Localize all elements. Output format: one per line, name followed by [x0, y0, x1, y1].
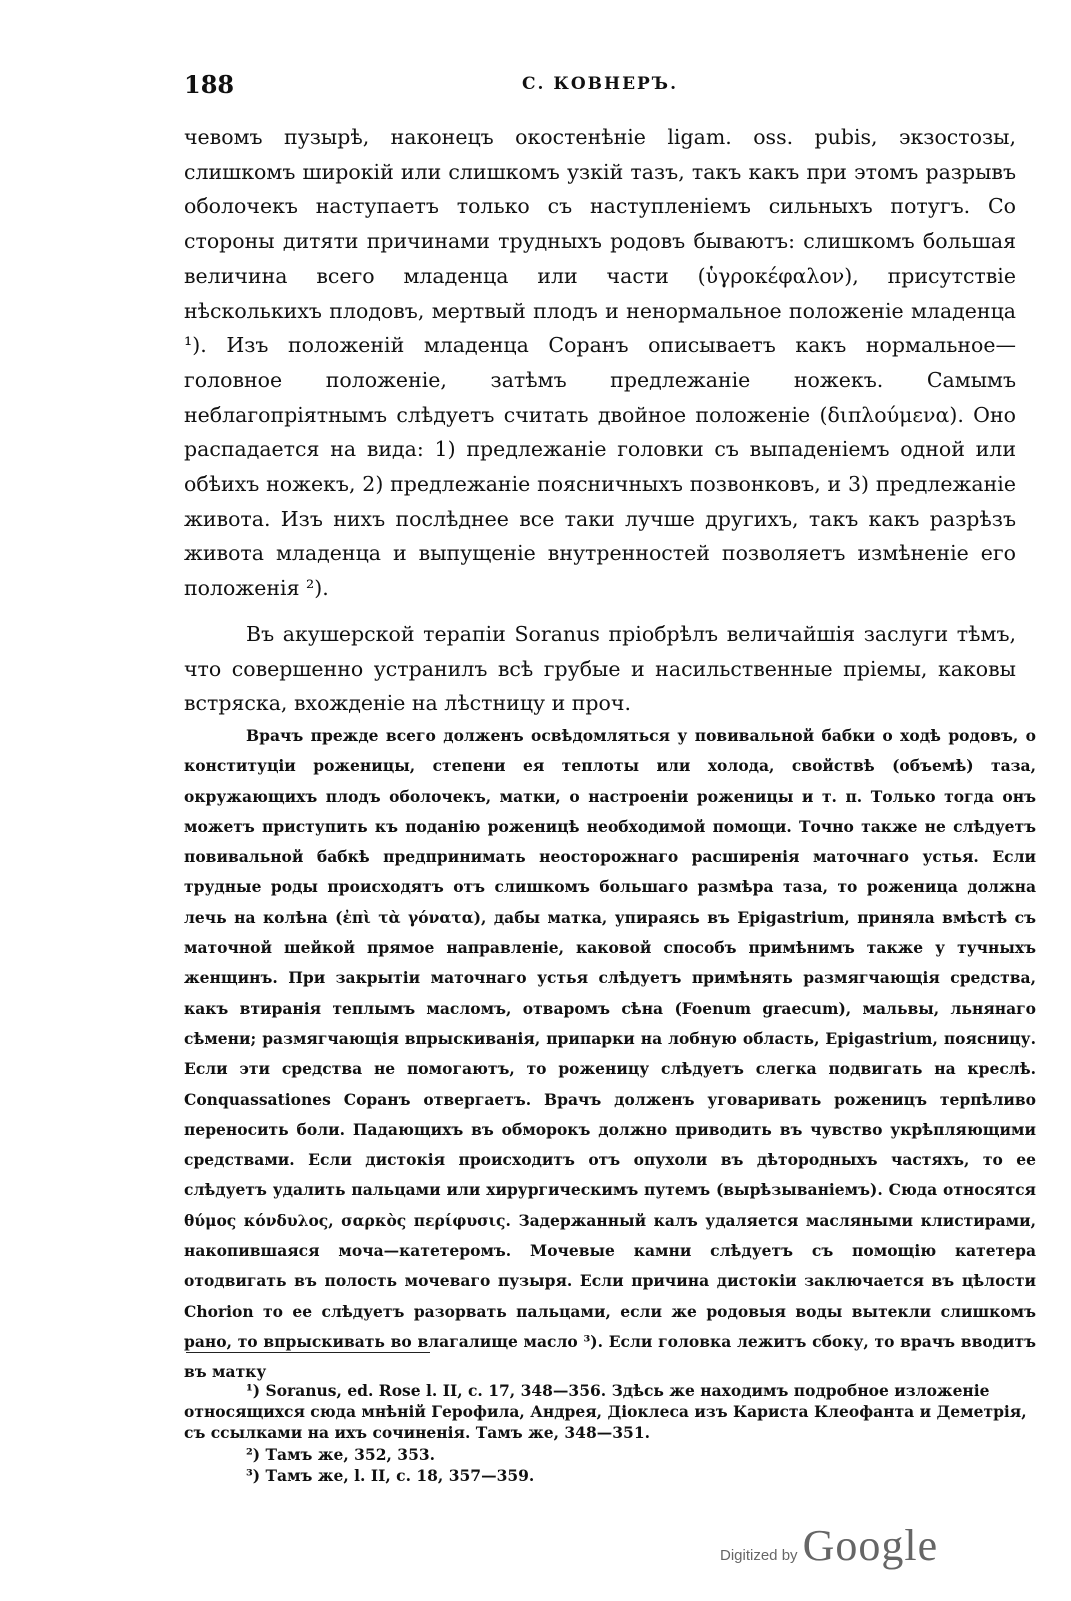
page-number: 188 — [184, 70, 235, 99]
page-header — [184, 70, 1016, 110]
footnote-1: ¹) Soranus, ed. Rose l. II, c. 17, 348—356. Здѣсь же находимъ подробное изложеніе относящихся сюда мнѣній Герофила, Андрея, Діоклеса изъ Кариста Клеофанта и Деметрія, съ ссылками на ихъ сочиненія. Тамъ же, 348—351. — [184, 1381, 1027, 1443]
footnote-rule — [186, 1352, 430, 1353]
running-head: С. КОВНЕРЪ. — [522, 74, 678, 94]
google-logo: Google — [802, 1521, 939, 1570]
footnote-2: ²) Тамъ же, 352, 353. — [246, 1444, 436, 1464]
footnotes — [184, 1380, 1036, 1486]
paragraph-small-print: Врачъ прежде всего долженъ освѣдомляться у повивальной бабки о ходѣ родовъ, о конституціи роженицы, степени ея теплоты или холода, свойствѣ (объемѣ) таза, окружающихъ плодъ оболочекъ, матки, о настроеніи роженицы и т. п. Только тогда онъ можетъ приступить къ поданію роженицѣ необходимой помощи. Точно также не слѣдуетъ повивальной бабкѣ предпринимать неосторожнаго расширенія маточнаго устья. Если трудные роды происходятъ отъ слишкомъ большаго размѣра таза, то роженица должна лечь на колѣна (ἐπὶ τὰ γόνατα), дабы матка, упираясь въ Epigastrium, приняла вмѣстѣ съ маточной шейкой прямое направленіе, каковой способъ примѣнимъ также у тучныхъ женщинъ. При закрытіи маточнаго устья слѣдуетъ примѣнять размягчающія средства, какъ втиранія теплымъ масломъ, отваромъ сѣна (Foenum graecum), мальвы, льнянаго сѣмени; размягчающія впрыскиванія, припарки на лобную область, Epigastrium, поясницу. Если эти средства не помогаютъ, то роженицу слѣдуетъ слегка подвигать на креслѣ. Conquassationes Соранъ отвергаетъ. Врачъ долженъ уговаривать роженицъ терпѣливо переносить боли. Падающихъ въ обморокъ должно приводить въ чувство укрѣпляющими средствами. Если дистокія происходитъ отъ опухоли въ дѣтородныхъ частяхъ, то ее слѣдуетъ удалить пальцами или хирургическимъ путемъ (вырѣзываніемъ). Сюда относятся θύμος κόνδυλος, σαρκὸς περίφυσις. Задержанный калъ удаляется масляными клистирами, накопившаяся моча—катетеромъ. Мочевые камни слѣдуетъ съ помощію катетера отодвигать въ полость мочеваго пузыря. Если причина дистокіи заключается въ цѣлости Chorion то ее слѣдуетъ разорвать пальцами, если же родовыя воды вытекли слишкомъ рано, то впрыскивать во влагалище масло ³). Если головка лежитъ сбоку, то врачъ вводитъ въ матку — [184, 726, 1036, 1382]
paragraph-main-2: Въ акушерской терапіи Soranus пріобрѣлъ величайшія заслуги тѣмъ, что совершенно устранилъ всѣ грубые и насильственные пріемы, каковы встряска, вхожденіе на лѣстницу и проч. — [184, 622, 1016, 716]
footnote-3: ³) Тамъ же, l. II, c. 18, 357—359. — [246, 1465, 535, 1485]
paragraph-main-1: чевомъ пузырѣ, наконецъ окостенѣніе ligam. oss. pubis, экзостозы, слишкомъ широкій или слишкомъ узкій тазъ, такъ какъ при этомъ разрывъ оболочекъ наступаетъ только съ наступленіемъ сильныхъ потугъ. Со стороны дитяти причинами трудныхъ родовъ бываютъ: слишкомъ большая величина всего младенца или части (ὑγροκέφαλον), присутствіе нѣсколькихъ плодовъ, мертвый плодъ и ненормальное положеніе младенца ¹). Изъ положеній младенца Соранъ описываетъ какъ нормальное—головное положеніе, затѣмъ предлежаніе ножекъ. Самымъ неблагопріятнымъ слѣдуетъ считать двойное положеніе (διπλούμενα). Оно распадается на вида: 1) предлежаніе головки съ выпаденіемъ одной или обѣихъ ножекъ, 2) предлежаніе поясничныхъ позвонковъ, и 3) предлежаніе живота. Изъ нихъ послѣднее все таки лучше другихъ, такъ какъ разрѣзъ живота младенца и выпущеніе внутренностей позволяетъ измѣненіе его положенія ²). — [184, 125, 1016, 601]
watermark-prefix: Digitized by — [720, 1547, 798, 1564]
digitized-by-google-watermark — [720, 1520, 938, 1571]
